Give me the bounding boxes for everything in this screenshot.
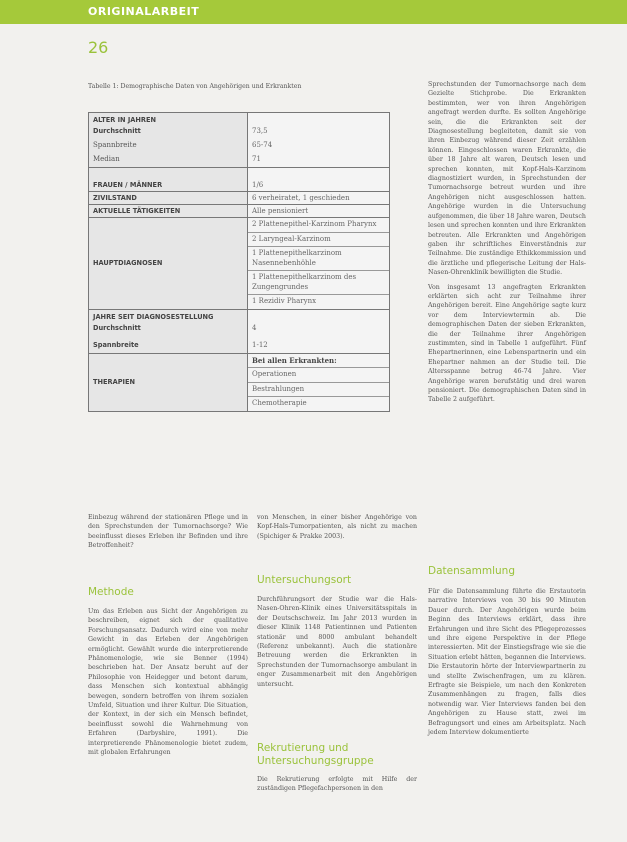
table-row [89,113,390,168]
table-row [89,168,390,192]
row-label-age: ALTER IN JAHREN Durchschnitt Spannbreite Median [89,113,248,168]
sample-heading: Rekrutierung und Untersuchungsgruppe [257,742,374,767]
site-heading: Untersuchungsort [257,574,352,586]
row-label-activity: AKTUELLE TÄTIGKEITEN [89,205,248,218]
column-1-intro: Einbezug während der stationären Pflege und in den Sprechstunden der Tumornachsorge? Wie beeinflusst dieses Erleben ihr Befinden und ihre Betroffenheit? [88,514,248,550]
site-text: Durchführungsort der Studie war die Hals-Nasen-Ohren-Klinik eines Universitätsspitals in der Deutschschweiz. Im Jahr 2013 wurden in dieser Klinik 1148 Patientinnen und Patienten stationär und 8000 ambulant behandelt (Referenz unbekannt). Auch die stationäre Betreuung werden die Erkrankten in Sprechstunden der Tumornachsorge ambulant in enger Zusammenarbeit mit den Angehörigen untersucht. [257,596,417,688]
list-item: 1 Plattenepithelkarzinom Nasennebenhöhle [248,247,389,271]
table-row [89,218,390,310]
data-collection-heading: Datensammlung [428,565,516,577]
list-item: Bei allen Erkrankten: [248,354,389,369]
row-value-activity: Alle pensioniert [248,205,390,218]
table-caption: Tabelle 1: Demographische Daten von Angehörigen und Erkrankten [88,83,302,90]
demographics-table [88,112,390,412]
list-item: 1 Rezidiv Pharynx [252,297,317,305]
list-item: 2 Laryngeal-Karzinom [248,233,389,248]
table-row [89,309,390,353]
table-row [89,205,390,218]
header-title: ORIGINALARBEIT [88,5,200,18]
row-value-diagnoses [248,218,390,310]
row-label-therapy: THERAPIEN [89,353,248,411]
list-item: 1 Plattenepithelkarzinom des Zungengrundes [248,271,389,295]
column-3-text: Sprechstunden der Tumornachsorge nach dem Gezielte Stichprobe. Die Erkrankten bestimmten, wer von ihren Angehörigen angefragt werden durfte. Es sollten Angehörige sein, die die Erkrankten seit der Diagnosestellung begleiteten, damit sie von ihren Einbezug während dieser Zeit erzählen können. Eingeschlossen waren Erkrankte, die über 18 Jahre alt waren, Deutsch lesen und sprechen konnten, mit Kopf-Hals-Karzinom diagnostiziert wurden, in Sprechstunden der Tumornachsorge betreut wurden und ihre Angehörigen nicht ausgeschlossen hatten. Angehörige wurden in die Untersuchung aufgenommen, die über 18 Jahre waren, Deutsch lesen und sprechen konnten und ihre Erkrankten betreuten. Alle Erkrankten und Angehörigen gaben ihr schriftliches Einverständnis zur Teilnahme. Die zuständige Ethikkommission und die ärztliche und pflegerische Leitung der Hals-Nasen-Ohrenklinik bewilligten die Studie. Von insgesamt 13 angefragten Erkrankten erklärten sich acht zur Teilnahme ihrer Angehörigen bereit. Eine Angehörige sagte kurz vor dem Interviewtermin ab. Die demographischen Daten der sieben Erkrankten, die der Teilnahme ihrer Angehörigen zustimmten, sind in Tabelle 1 aufgeführt. Fünf Ehepartnerinnen, eine Lebenspartnerin und ein Ehepartner nahmen an der Studie teil. Die Altersspanne betrug 46-74 Jahre. Vier Angehörige waren berufstätig und drei waren pensioniert. Die demographischen Daten sind in Tabelle 2 aufgeführt. [428,81,586,404]
data-collection-text: Für die Datensammlung führte die Erstautorin narrative Interviews von 30 bis 90 Minuten Dauer durch. Der Angehörigen wurde beim Beginn des Interviews erklärt, dass ihre Erfahrungen und ihre Sicht des Pflegeprozesses und ihre eigene Perspektive in der Pflege interessierten. Mit der Einstiegsfrage wie sie die Situation erlebt hätten, begannen die Interviews. Die Erstautorin hörte der Interviewpartnerin zu und stellte Zwischenfragen, um zu klären. Erfragte sie Beispiele, um nach den Konkreten Zusammenhängen zu fragen, falls dies notwendig war. Vier Interviews fanden bei den Angehörigen zu Hause statt, zwei im Befragungsort und eines am Arbeitsplatz. Nach jedem Interview dokumentierte [428,588,586,737]
header-bar [0,0,627,24]
methods-heading: Methode [88,586,134,598]
row-label-civil: ZIVILSTAND [89,192,248,205]
row-value-years: 4 1-12 [248,309,390,353]
row-value-gender: 1/6 [248,168,390,192]
row-label-diagnoses: HAUPTDIAGNOSEN [89,218,248,310]
row-label-gender: FRAUEN / MÄNNER [89,168,248,192]
list-item: Operationen [248,368,389,383]
row-value-age: 73,5 65-74 71 [248,113,390,168]
list-item: Bestrahlungen [248,383,389,398]
row-value-civil: 6 verheiratet, 1 geschieden [248,192,390,205]
list-item: 2 Plattenepithel-Karzinom Pharynx [248,218,389,233]
page-number: 26 [88,38,109,57]
list-item: Chemotherapie [252,399,307,407]
sample-text: Die Rekrutierung erfolgte mit Hilfe der zuständigen Pflegefachpersonen in den [257,776,417,793]
row-value-therapy [248,353,390,411]
table-row [89,353,390,411]
table-row [89,192,390,205]
column-2-intro: von Menschen, in einer bisher Angehörige von Kopf-Hals-Tumorpatienten, als nicht zu machen (Spichiger & Prakke 2003). [257,514,417,540]
row-label-years: JAHRE SEIT DIAGNOSESTELLUNG Durchschnitt Spannbreite [89,309,248,353]
methods-text: Um das Erleben aus Sicht der Angehörigen zu beschreiben, eignet sich der qualitative Forschungsansatz. Dadurch wird eine von mehr Gewicht in das Erleben der Angehörigen ermöglicht. Gewählt wurde die interpretierende Phänomenologie, wie sie Benner (1994) beschrieben hat. Der Ansatz beruht auf der Philosophie von Heidegger und betont darum, dass Menschen sich kontextual abhängig bewegen, sondern betroffen von ihrem sozialen Umfeld, Situation und ihrer Kultur. Die Situation, der Kontext, in der sich ein Mensch befindet, beeinflusst sowohl die Wahrnehmung von Erfahren (Darbyshire, 1991). Die interpretierende Phänomenologie bietet zudem, mit globalen Erfahrungen [88,608,248,757]
